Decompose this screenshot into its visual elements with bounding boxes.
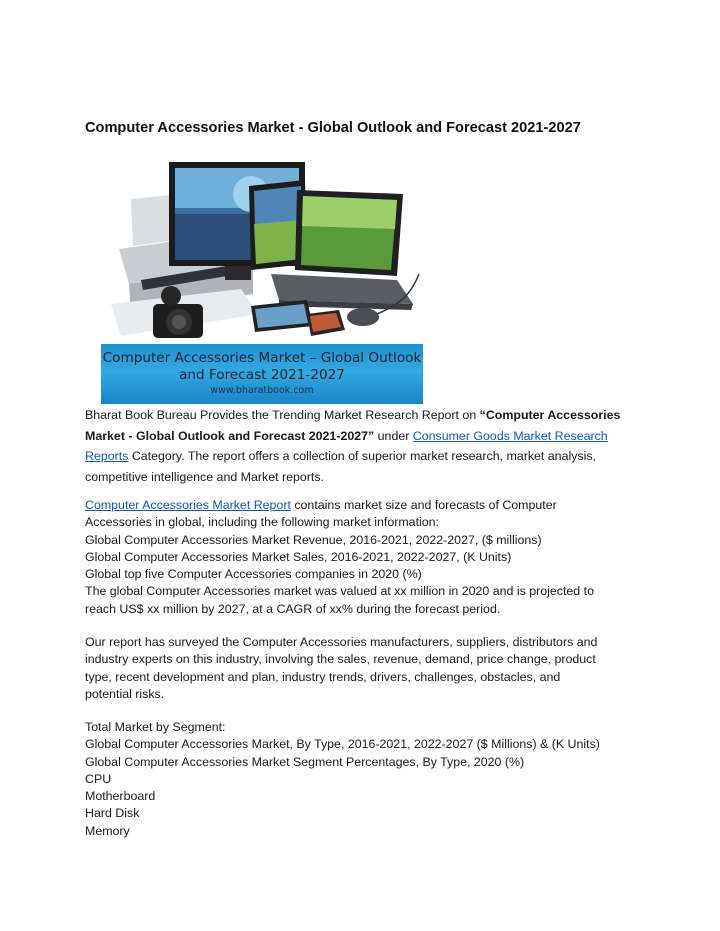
summary-line-4: Global Computer Accessories Market Sales, 2016-2021, 2022-2027, (K Units) xyxy=(85,549,512,564)
summary-line1-rest: contains market size and forecasts of Computer xyxy=(290,498,557,512)
survey-line-3: type, recent development and plan, industry trends, drivers, challenges, obstacles, and xyxy=(85,669,561,684)
market-report-link[interactable]: Computer Accessories Market Report xyxy=(85,498,291,512)
segment-item-hard-disk: Hard Disk xyxy=(85,806,140,821)
segment-item-motherboard: Motherboard xyxy=(85,789,156,804)
summary-line-2: Accessories in global, including the following market information: xyxy=(85,515,439,530)
intro-line-4: competitive intelligence and Market reports. xyxy=(85,469,324,484)
banner-title-line2: and Forecast 2021-2027 xyxy=(179,367,345,383)
summary-line-1 xyxy=(85,497,635,514)
summary-line-5: Global top five Computer Accessories companies in 2020 (%) xyxy=(85,567,422,582)
survey-line-4: potential risks. xyxy=(85,686,165,701)
segments-line-1: Global Computer Accessories Market, By Type, 2016-2021, 2022-2027 ($ Millions) & (K Units) xyxy=(85,737,600,752)
segment-item-cpu: CPU xyxy=(85,771,112,786)
survey-paragraph xyxy=(85,634,635,703)
segment-item-memory: Memory xyxy=(85,823,130,838)
category-link-part1[interactable]: Consumer Goods Market Research xyxy=(412,428,608,443)
page-title: Computer Accessories Market - Global Outlook and Forecast 2021-2027 xyxy=(85,120,581,136)
report-title-bold-2: Market - Global Outlook and Forecast 2021-2027” xyxy=(85,428,375,443)
report-title-bold-1: “Computer Accessories xyxy=(479,408,621,422)
segments-line-2: Global Computer Accessories Market Segment Percentages, By Type, 2020 (%) xyxy=(85,754,525,769)
summary-line-3: Global Computer Accessories Market Revenue, 2016-2021, 2022-2027, ($ millions) xyxy=(85,532,542,547)
survey-line-1: Our report has surveyed the Computer Accessories manufacturers, suppliers, distributors and xyxy=(85,635,598,649)
title-banner xyxy=(101,344,423,404)
summary-line-6: The global Computer Accessories market was valued at xx million in 2020 and is projected to xyxy=(85,584,594,599)
intro-line-2 xyxy=(85,426,635,447)
segments-section xyxy=(85,719,635,840)
summary-paragraph xyxy=(85,497,635,618)
intro-after-link: Category. The report offers a collection of superior market research, market analysis, xyxy=(128,449,596,464)
category-link-part2[interactable]: Reports xyxy=(85,449,129,464)
intro-line-1 xyxy=(85,405,635,426)
banner-title-line1: Computer Accessories Market – Global Outlook xyxy=(102,350,422,366)
hero-image xyxy=(101,154,423,404)
intro-under: under xyxy=(374,428,413,443)
intro-paragraph xyxy=(85,405,635,487)
segments-heading: Total Market by Segment: xyxy=(85,720,226,734)
survey-line-2: industry experts on this industry, involving the sales, revenue, demand, price change, product xyxy=(85,652,596,667)
intro-prefix: Bharat Book Bureau Provides the Trending Market Research Report on xyxy=(85,408,480,422)
summary-line-7: reach US$ xx million by 2027, at a CAGR of xx% during the forecast period. xyxy=(85,601,501,616)
banner-url: www.bharatbook.com xyxy=(210,385,314,396)
intro-line-3 xyxy=(85,446,635,467)
product-photo xyxy=(101,154,423,344)
